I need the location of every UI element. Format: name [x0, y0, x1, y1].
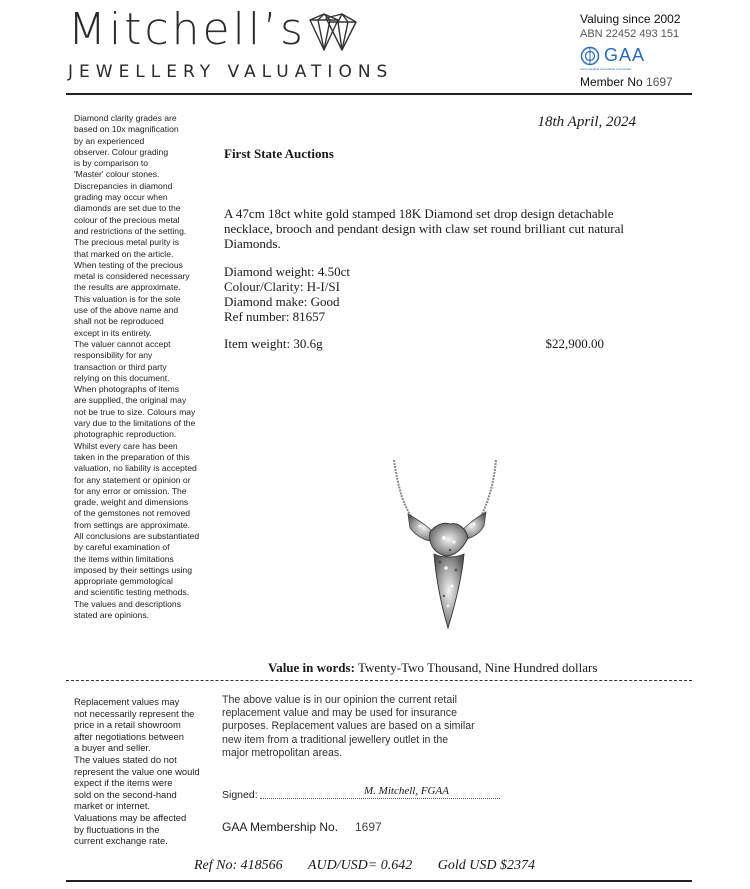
- disclaimer-line: not be true to size. Colours may: [74, 406, 196, 417]
- replacement-note-line: The values stated do not: [74, 753, 177, 765]
- disclaimer-text: [74, 113, 216, 621]
- replacement-note-line: sold on the second-hand: [74, 788, 177, 800]
- abn-number: ABN 22452 493 151: [580, 28, 680, 40]
- disclaimer-line: the items within limitations: [74, 553, 174, 564]
- necklace-photo: [384, 458, 510, 634]
- gaa-logo-subtext: Gemmological Association of Australia: [580, 67, 631, 71]
- disclaimer-line: for any error or omission. The: [74, 485, 187, 496]
- valuing-since: Valuing since 2002: [580, 12, 681, 26]
- colour-clarity: Colour/Clarity: H-I/SI: [224, 279, 340, 294]
- disclaimer-line: grade, weight and dimensions: [74, 497, 189, 508]
- footer-aud-usd: AUD/USD= 0.642: [307, 858, 413, 873]
- gaa-membership-label: GAA Membership No.: [222, 820, 339, 834]
- brand-name: Mitchell’s: [68, 4, 306, 55]
- statement-line: major metropolitan areas.: [222, 746, 343, 759]
- footer-ref-no: Ref No: 418566: [194, 858, 283, 873]
- header-info: [580, 12, 740, 89]
- disclaimer-line: When photographs of items: [74, 384, 180, 395]
- disclaimer-line: except in its entirety.: [74, 327, 152, 338]
- member-number: [580, 75, 740, 89]
- disclaimer-line: colour of the precious metal: [74, 214, 180, 225]
- disclaimer-line: diamonds are set due to the: [74, 203, 181, 214]
- value-in-words: [268, 660, 597, 676]
- statement-line: purposes. Replacement values are based on a similar: [222, 720, 475, 733]
- footer: [194, 858, 557, 874]
- disclaimer-line: When testing of the precious: [74, 259, 183, 270]
- disclaimer-line: Discrepancies in diamond: [74, 180, 173, 191]
- disclaimer-line: Diamond clarity grades are: [74, 113, 177, 123]
- disclaimer-line: This valuation is for the sole: [74, 293, 181, 304]
- value-in-words-label: Value in words:: [268, 660, 355, 675]
- footer-gold-usd: Gold USD $2374: [437, 858, 535, 873]
- disclaimer-line: All conclusions are substantiated: [74, 530, 200, 541]
- disclaimer-line: relying on this document.: [74, 372, 170, 383]
- disclaimer-line: observer. Colour grading: [74, 146, 169, 157]
- replacement-note-line: represent the value one would: [74, 765, 200, 777]
- replacement-note-line: by fluctuations in the: [74, 823, 160, 835]
- replacement-note-line: expect if the items were: [74, 777, 173, 789]
- gaa-logo-text: GAA: [604, 45, 646, 65]
- item-specs: [224, 264, 350, 324]
- replacement-note: [74, 696, 214, 847]
- disclaimer-line: shall not be reproduced: [74, 316, 164, 327]
- disclaimer-line: The precious metal purity is: [74, 237, 180, 248]
- statement-line: The above value is in our opinion the current retail: [222, 694, 457, 706]
- dashed-divider: [66, 680, 692, 681]
- valuation-price: $22,900.00: [545, 336, 604, 351]
- value-in-words-text: Twenty-Two Thousand, Nine Hundred dollars: [357, 660, 598, 675]
- disclaimer-line: taken in the preparation of this: [74, 451, 190, 462]
- member-value: 1697: [646, 75, 673, 89]
- disclaimer-line: the results are approximate.: [74, 282, 181, 293]
- disclaimer-line: The values and descriptions: [74, 598, 182, 609]
- gaa-logo: [580, 45, 740, 66]
- disclaimer-line: and scientific testing methods.: [74, 587, 190, 598]
- replacement-note-line: current exchange rate.: [74, 835, 168, 847]
- footer-rule: [66, 880, 692, 882]
- disclaimer-line: stated are opinions.: [74, 610, 150, 621]
- replacement-note-line: Replacement values may: [74, 696, 180, 707]
- client-name: First State Auctions: [224, 146, 334, 161]
- statement-line: replacement value and may be used for insurance: [222, 707, 457, 720]
- replacement-note-line: Valuations may be affected: [74, 811, 187, 823]
- item-weight: Item weight: 30.6g: [224, 336, 323, 351]
- signed-label: Signed:: [222, 789, 258, 801]
- gaa-emblem-icon: [580, 46, 600, 66]
- disclaimer-line: for any statement or opinion or: [74, 474, 191, 485]
- diamond-icon: [300, 10, 360, 58]
- replacement-note-line: a buyer and seller.: [74, 742, 151, 754]
- disclaimer-line: valuation, no liability is accepted: [74, 463, 197, 474]
- brand-subtitle: JEWELLERY VALUATIONS: [68, 62, 394, 82]
- diamond-weight: Diamond weight: 4.50ct: [224, 264, 351, 279]
- disclaimer-line: transaction or third party: [74, 361, 167, 372]
- statement-line: new item from a traditional jewellery outlet in the: [222, 733, 449, 746]
- replacement-note-line: market or internet.: [74, 800, 151, 812]
- disclaimer-line: 'Master' colour stones.: [74, 169, 160, 180]
- disclaimer-line: Whilst every care has been: [74, 440, 178, 451]
- disclaimer-line: imposed by their settings using: [74, 564, 192, 575]
- disclaimer-line: photographic reproduction.: [74, 429, 177, 440]
- valuation-statement: [222, 694, 514, 760]
- replacement-note-line: after negotiations between: [74, 730, 184, 742]
- disclaimer-line: based on 10x magnification: [74, 124, 179, 135]
- signature-line: [260, 798, 500, 799]
- disclaimer-line: and restrictions of the setting.: [74, 225, 187, 236]
- disclaimer-line: metal is considered necessary: [74, 271, 190, 282]
- disclaimer-line: grading may occur when: [74, 192, 168, 203]
- disclaimer-line: is by comparison to: [74, 158, 149, 169]
- disclaimer-line: use of the above name and: [74, 305, 179, 316]
- disclaimer-line: from settings are approximate.: [74, 519, 191, 530]
- replacement-note-line: price in a retail showroom: [74, 719, 181, 731]
- disclaimer-line: are supplied, the original may: [74, 395, 187, 406]
- signature: M. Mitchell, FGAA: [364, 785, 449, 797]
- ref-number: Ref number: 81657: [224, 309, 326, 324]
- header-rule: [66, 93, 692, 95]
- disclaimer-line: that marked on the article.: [74, 248, 174, 259]
- disclaimer-line: appropriate gemmological: [74, 576, 173, 587]
- valuation-date: 18th April, 2024: [537, 114, 636, 130]
- item-description: A 47cm 18ct white gold stamped 18K Diamond set drop design detachable necklace, brooch and pendant design with claw set round brilliant cut natural Diamonds.: [224, 206, 624, 251]
- gaa-membership-number: 1697: [355, 820, 382, 834]
- disclaimer-line: of the gemstones not removed: [74, 508, 191, 519]
- disclaimer-line: responsibility for any: [74, 350, 153, 361]
- disclaimer-line: vary due to the limitations of the: [74, 418, 196, 429]
- member-label: Member No: [580, 75, 643, 89]
- diamond-make: Diamond make: Good: [224, 294, 340, 309]
- disclaimer-line: by an experienced: [74, 135, 145, 146]
- replacement-note-line: not necessarily represent the: [74, 707, 195, 719]
- disclaimer-line: by careful examination of: [74, 542, 170, 553]
- disclaimer-line: The valuer cannot accept: [74, 338, 171, 349]
